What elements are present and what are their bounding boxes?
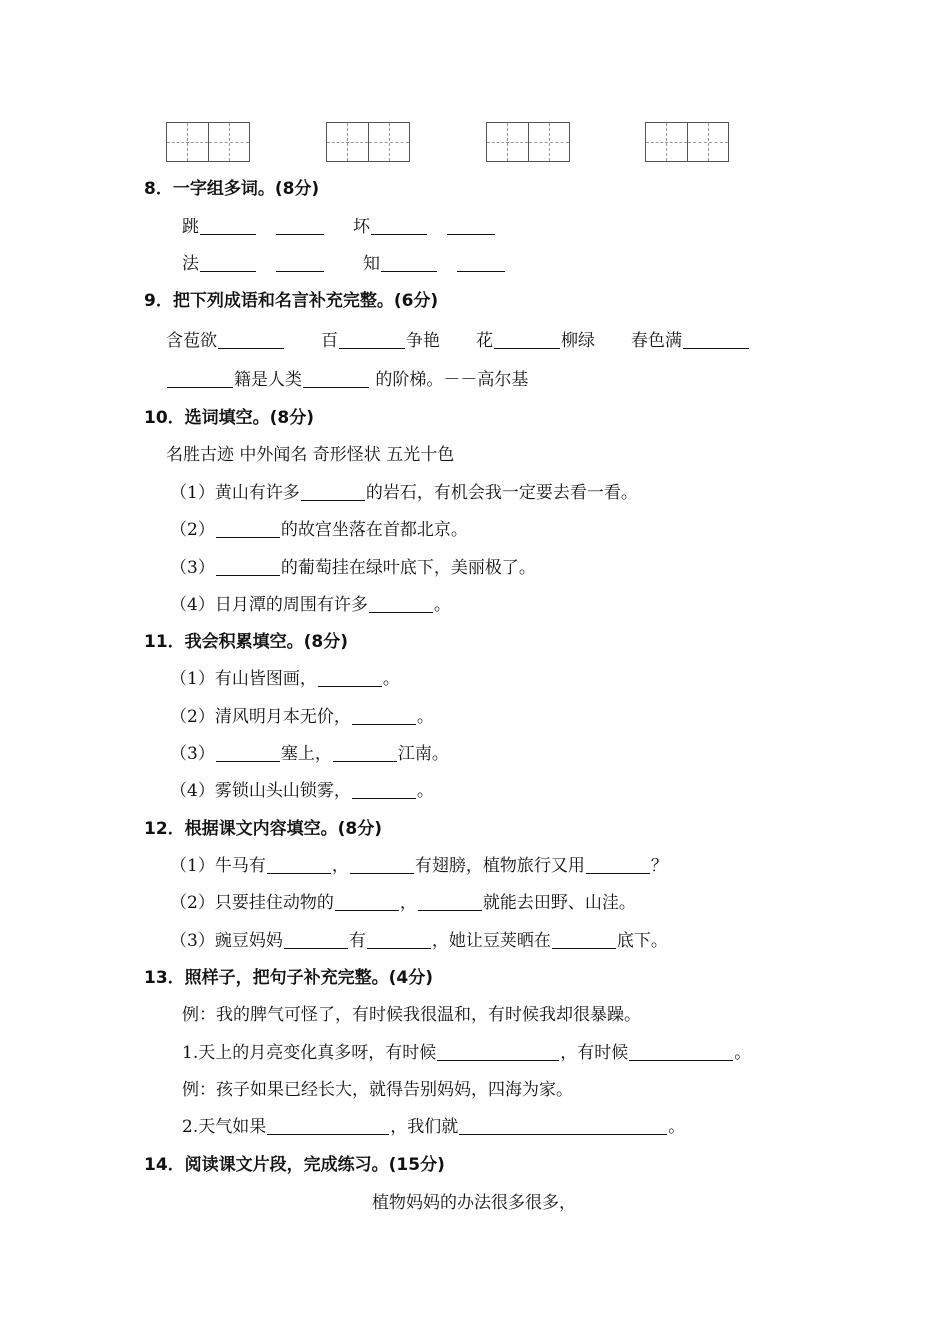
answer-blank[interactable]	[418, 892, 482, 911]
item-text: 的故宫坐落在首都北京。	[280, 520, 468, 540]
item-text: 日月潭的周围有许多	[214, 595, 368, 615]
item-text: 雾锁山头山锁雾，	[214, 781, 351, 801]
q14-title: 14．阅读课文片段，完成练习。(15分)	[144, 1155, 445, 1175]
item-text: 江南。	[397, 744, 449, 764]
grid-cell	[208, 123, 250, 161]
answer-blank[interactable]	[381, 253, 437, 272]
item-number: （1）	[170, 669, 215, 689]
answer-blank[interactable]	[352, 780, 416, 799]
quote-text: 籍是人类	[234, 370, 302, 390]
writing-grid-2[interactable]	[326, 122, 410, 162]
answer-blank[interactable]	[200, 216, 256, 235]
answer-blank[interactable]	[333, 743, 397, 762]
answer-blank[interactable]	[494, 330, 560, 349]
q9-row2	[166, 369, 528, 391]
item-number: （3）	[170, 744, 215, 764]
grid-cell	[167, 123, 208, 161]
answer-blank[interactable]	[216, 743, 280, 762]
item-text: 。	[382, 669, 400, 689]
q12-item-3	[170, 930, 668, 952]
idiom-text: 百	[321, 331, 338, 351]
q11-title: 11．我会积累填空。(8分)	[144, 632, 349, 652]
answer-blank[interactable]	[447, 216, 495, 235]
q10-options: 名胜古迹 中外闻名 奇形怪状 五光十色	[166, 445, 455, 465]
sentence-text: ，有时候	[560, 1043, 629, 1063]
answer-blank[interactable]	[683, 330, 749, 349]
q10-item-1	[170, 482, 638, 504]
answer-blank[interactable]	[284, 930, 348, 949]
q8-char: 知	[363, 254, 380, 274]
quote-text: 的阶梯。－－高尔基	[370, 370, 529, 390]
grid-cell	[327, 123, 368, 161]
answer-blank[interactable]	[267, 855, 331, 874]
answer-blank[interactable]	[371, 216, 427, 235]
answer-blank[interactable]	[552, 930, 616, 949]
writing-grid-4[interactable]	[645, 122, 729, 162]
q13-sentence-1	[182, 1042, 751, 1064]
answer-blank[interactable]	[167, 369, 233, 388]
grid-cell	[646, 123, 687, 161]
q8-char: 跳	[182, 217, 199, 237]
item-text: 的岩石，有机会我一定要去看一看。	[365, 483, 638, 503]
q8-row1	[182, 216, 496, 238]
idiom-text: 花	[476, 331, 493, 351]
answer-blank[interactable]	[301, 482, 365, 501]
item-text: 豌豆妈妈	[214, 931, 283, 951]
q8-char: 坏	[353, 217, 370, 237]
item-number: （4）	[170, 781, 215, 801]
answer-blank[interactable]	[350, 855, 414, 874]
item-text: 。	[433, 595, 451, 615]
q8-char: 法	[182, 254, 199, 274]
sentence-text: ，我们就	[390, 1117, 459, 1137]
q13-title: 13．照样子，把句子补充完整。(4分)	[144, 968, 434, 988]
answer-blank[interactable]	[267, 1116, 389, 1135]
q13-sentence-2	[182, 1116, 685, 1138]
answer-blank[interactable]	[367, 930, 431, 949]
item-text: ，	[331, 856, 349, 876]
q11-item-3	[170, 743, 449, 765]
sentence-text: 。	[734, 1043, 752, 1063]
item-text: 的葡萄挂在绿叶底下，美丽极了。	[280, 558, 536, 578]
item-number: （1）	[170, 856, 215, 876]
item-text: 底下。	[616, 931, 668, 951]
q12-item-1	[170, 855, 668, 877]
q11-item-1	[170, 668, 400, 690]
item-text: ？	[650, 856, 668, 876]
answer-blank[interactable]	[352, 706, 416, 725]
q11-item-4	[170, 780, 434, 802]
idiom-text: 柳绿	[561, 331, 595, 351]
item-text: 清风明月本无价，	[214, 707, 351, 727]
answer-blank[interactable]	[303, 369, 369, 388]
answer-blank[interactable]	[459, 1116, 667, 1135]
q8-title: 8．一字组多词。(8分)	[144, 179, 320, 199]
answer-blank[interactable]	[318, 668, 382, 687]
item-number: （2）	[170, 893, 215, 913]
item-text: ，她让豆荚晒在	[431, 931, 551, 951]
q9-title: 9．把下列成语和名言补充完整。(6分)	[144, 291, 439, 311]
q10-title: 10．选词填空。(8分)	[144, 408, 315, 428]
item-text: 。	[416, 707, 434, 727]
q9-row1	[166, 330, 750, 352]
item-text: ，	[399, 893, 417, 913]
sentence-text: 1.天上的月亮变化真多呀，有时候	[182, 1043, 437, 1063]
item-text: 就能去田野、山洼。	[482, 893, 636, 913]
idiom-text: 争艳	[406, 331, 440, 351]
answer-blank[interactable]	[339, 330, 405, 349]
item-text: 黄山有许多	[214, 483, 300, 503]
item-number: （3）	[170, 931, 215, 951]
q10-item-2	[170, 519, 468, 541]
q12-title: 12．根据课文内容填空。(8分)	[144, 819, 383, 839]
answer-blank[interactable]	[216, 557, 280, 576]
idiom-text: 春色满	[631, 331, 682, 351]
answer-blank[interactable]	[586, 855, 650, 874]
item-text: 牛马有	[214, 856, 266, 876]
writing-grid-1[interactable]	[166, 122, 250, 162]
item-text: 有翅膀，植物旅行又用	[414, 856, 585, 876]
item-number: （2）	[170, 520, 215, 540]
answer-blank[interactable]	[218, 330, 284, 349]
answer-blank[interactable]	[629, 1042, 733, 1061]
grid-cell	[368, 123, 410, 161]
item-text: 有	[348, 931, 366, 951]
q13-example-1: 例：我的脾气可怪了，有时候我很温和，有时候我却很暴躁。	[182, 1005, 641, 1025]
item-number: （2）	[170, 707, 215, 727]
item-number: （4）	[170, 595, 215, 615]
sentence-text: 。	[668, 1117, 686, 1137]
answer-blank[interactable]	[200, 253, 256, 272]
item-text: 只要挂住动物的	[214, 893, 334, 913]
writing-grid-3[interactable]	[486, 122, 570, 162]
grid-cell	[687, 123, 729, 161]
q10-item-4	[170, 594, 451, 616]
sentence-text: 2.天气如果	[182, 1117, 267, 1137]
q14-passage-line: 植物妈妈的办法很多很多，	[372, 1193, 576, 1213]
answer-blank[interactable]	[335, 892, 399, 911]
item-text: 。	[416, 781, 434, 801]
answer-blank[interactable]	[276, 253, 324, 272]
grid-cell	[528, 123, 570, 161]
q10-item-3	[170, 557, 536, 579]
answer-blank[interactable]	[276, 216, 324, 235]
answer-blank[interactable]	[369, 594, 433, 613]
q12-item-2	[170, 892, 636, 914]
item-text: 有山皆图画，	[214, 669, 317, 689]
q13-example-2: 例：孩子如果已经长大，就得告别妈妈，四海为家。	[182, 1080, 573, 1100]
answer-blank[interactable]	[216, 519, 280, 538]
idiom-text: 含苞欲	[166, 331, 217, 351]
answer-blank[interactable]	[437, 1042, 559, 1061]
grid-cell	[487, 123, 528, 161]
answer-blank[interactable]	[457, 253, 505, 272]
q8-row2	[182, 253, 506, 275]
item-text: 塞上，	[280, 744, 332, 764]
item-number: （1）	[170, 483, 215, 503]
q11-item-2	[170, 706, 434, 728]
item-number: （3）	[170, 558, 215, 578]
